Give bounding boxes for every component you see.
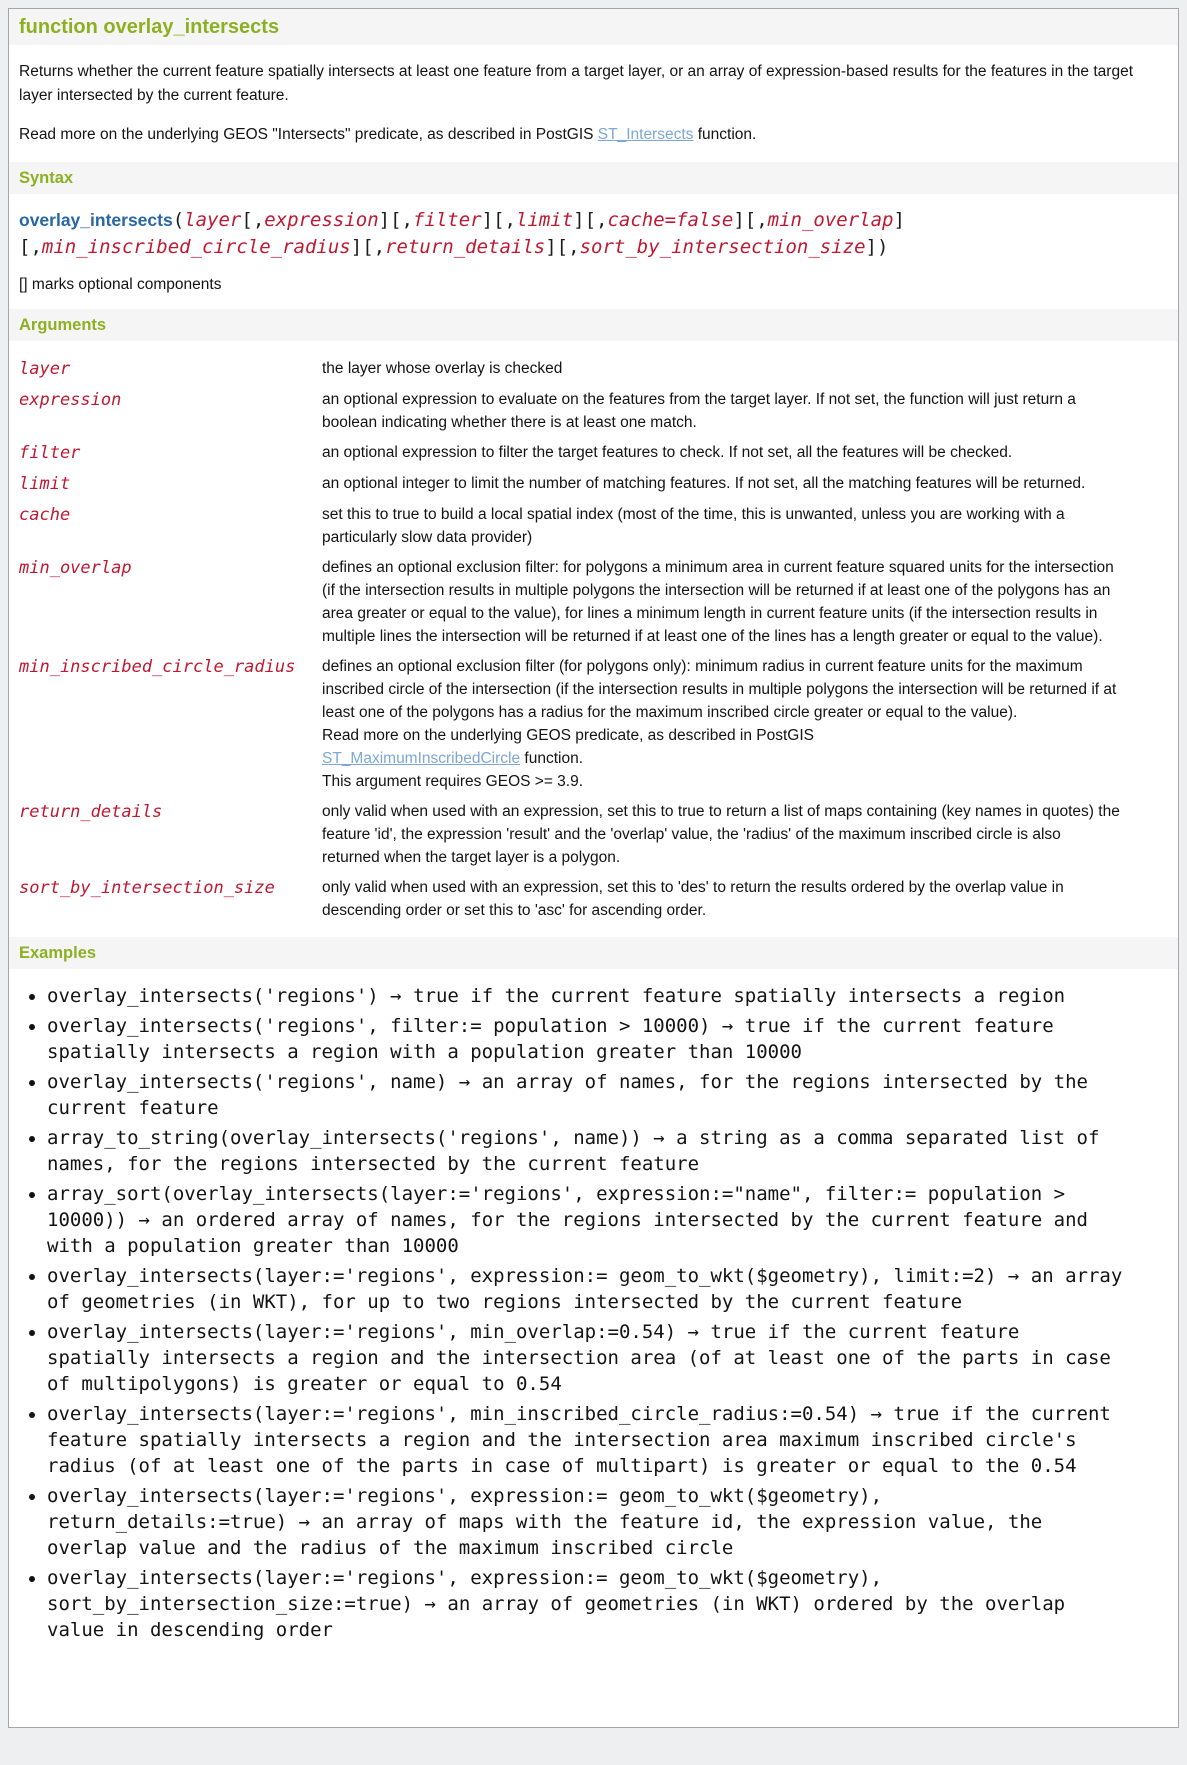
example-code: overlay_intersects(layer:='regions', expression:= geom_to_wkt($geometry), sort_by_intersection_size:=true) [47, 1567, 883, 1615]
argument-name: cache [19, 505, 71, 525]
example-result: a string as a comma separated list of names, for the regions intersected by the current feature [47, 1127, 1100, 1175]
read-more-text: Read more on the underlying GEOS "Intersects" predicate, as described in PostGIS [19, 126, 598, 143]
st-intersects-link[interactable]: ST_Intersects [597, 126, 694, 143]
arrow-icon: → [641, 1127, 677, 1149]
argument-description: defines an optional exclusion filter: for polygons a minimum area in current feature squared units for the intersection (if the intersection results in multiple polygons the intersection will be returned if at least one of the polygons has an area greater or equal to the value), for lines a minimum length in current feature units (if the intersection results in multiple lines the intersection will be returned if at least one of the lines has a length greater or equal to the value). [322, 559, 1114, 645]
arguments-table [19, 357, 1168, 922]
syntax-argument: min_inscribed_circle_radius [41, 236, 351, 258]
arrow-icon: → [378, 985, 414, 1007]
examples-list [9, 983, 1178, 1643]
syntax-punctuation: ] [893, 209, 905, 231]
example-item [47, 1013, 1130, 1065]
example-code: overlay_intersects(layer:='regions', min_inscribed_circle_radius:=0.54) [47, 1403, 860, 1425]
arrow-icon: → [710, 1015, 745, 1037]
syntax-heading: Syntax [9, 162, 1178, 194]
syntax-punctuation: ( [172, 209, 185, 231]
description-paragraph: Returns whether the current feature spatially intersects at least one feature from a target layer, or an array of expression-based results for the features in the target layer intersected by the current feature. [19, 63, 1133, 104]
syntax-punctuation: ][, [378, 209, 413, 231]
examples-heading: Examples [9, 937, 1178, 969]
example-result: true if the current feature spatially intersects a region [413, 985, 1066, 1007]
argument-name: min_overlap [19, 558, 132, 578]
example-result: true if the current feature spatially intersects a region with a population greater than 10000 [47, 1015, 1054, 1063]
arrow-icon: → [996, 1265, 1031, 1287]
example-item [47, 1263, 1130, 1315]
arrow-icon: → [859, 1403, 894, 1425]
example-result: true if the current feature spatially intersects a region and the intersection area (of at least one of the parts in case of multipolygons) is greater or equal to 0.54 [47, 1321, 1111, 1395]
argument-name: min_inscribed_circle_radius [19, 657, 296, 677]
syntax-punctuation: ][, [733, 209, 768, 231]
syntax-punctuation: ]) [865, 236, 889, 258]
argument-name: limit [19, 474, 71, 494]
example-code: overlay_intersects(layer:='regions', min_overlap:=0.54) [47, 1321, 677, 1343]
page-title: function overlay_intersects [9, 9, 1178, 45]
example-result: an array of names, for the regions intersected by the current feature [47, 1071, 1088, 1119]
argument-description: defines an optional exclusion filter (for polygons only): minimum radius in current feature units for the maximum inscribed circle of the intersection (if the intersection results in multiple polygons the intersection will be returned if at least one of the polygons has a radius for the maximum inscribed circle greater or equal to the value). Read more on the underlying GEOS predicate, as described in PostGIS ST_MaximumInscribedCircle function. This argument requires GEOS >= 3.9. [322, 658, 1117, 790]
example-item [47, 1401, 1130, 1479]
example-result: an array of geometries (in WKT), for up to two regions intersected by the current feature [47, 1265, 1123, 1313]
argument-description: an optional integer to limit the number of matching features. If not set, all the matching features will be returned. [322, 475, 1086, 492]
arrow-icon: → [447, 1071, 482, 1093]
syntax-note: [] marks optional components [19, 276, 222, 293]
example-item [47, 983, 1130, 1009]
syntax-argument: return_details [385, 236, 546, 258]
example-item [47, 1181, 1130, 1259]
syntax-code [19, 207, 1168, 261]
example-code: overlay_intersects('regions', filter:= population > 10000) [47, 1015, 711, 1037]
syntax-argument: min_overlap [767, 209, 894, 231]
example-code: overlay_intersects('regions') [47, 985, 379, 1007]
syntax-punctuation: ][, [573, 209, 608, 231]
syntax-punctuation: ][, [545, 236, 580, 258]
argument-name: sort_by_intersection_size [19, 878, 275, 898]
example-code: array_to_string(overlay_intersects('regions', name)) [47, 1127, 642, 1149]
syntax-punctuation: [, [19, 236, 42, 258]
example-result: an array of maps with the feature id, the expression value, the overlap value and the radius of the maximum inscribed circle [47, 1511, 1043, 1559]
example-code: array_sort(overlay_intersects(layer:='regions', expression:="name", filter:= population > 10000)) [47, 1183, 1066, 1231]
example-item [47, 1483, 1130, 1561]
argument-name: filter [19, 443, 81, 463]
arrow-icon: → [413, 1593, 448, 1615]
example-item [47, 1069, 1130, 1121]
syntax-punctuation: [, [241, 209, 265, 231]
read-more-suffix: function. [693, 126, 757, 143]
arrow-icon: → [287, 1511, 322, 1533]
syntax-argument: limit [515, 209, 574, 231]
syntax-argument: expression [264, 209, 379, 231]
example-item [47, 1565, 1130, 1643]
syntax-punctuation: ][, [481, 209, 516, 231]
example-code: overlay_intersects(layer:='regions', expression:= geom_to_wkt($geometry), limit:=2) [47, 1265, 997, 1287]
example-result: true if the current feature spatially intersects a region and the intersection area maximum inscribed circle's radius (of at least one of the parts in case of multipart) is greater or equal to the 0.54 [47, 1403, 1111, 1477]
description-read-more [19, 123, 1144, 147]
syntax-function-name: overlay_intersects [19, 210, 173, 230]
example-result: an ordered array of names, for the regions intersected by the current feature and with a population greater than 10000 [47, 1209, 1088, 1257]
example-code: overlay_intersects(layer:='regions', expression:= geom_to_wkt($geometry), return_details:=true) [47, 1485, 883, 1533]
st-maximuminscribedcircle-link[interactable]: ST_MaximumInscribedCircle [322, 750, 521, 767]
arguments-heading: Arguments [9, 309, 1178, 341]
function-help-panel [8, 8, 1179, 1728]
argument-name: expression [19, 390, 122, 410]
syntax-argument: cache=false [607, 209, 734, 231]
argument-description: only valid when used with an expression, set this to 'des' to return the results ordered by the overlap value in descending order or set this to 'asc' for ascending order. [322, 879, 1064, 919]
argument-description: only valid when used with an expression, set this to true to return a list of maps containing (key names in quotes) the feature 'id', the expression 'result' and the 'overlap' value, the 'radius' of the maximum inscribed circle is also returned when the target layer is a polygon. [322, 803, 1120, 866]
syntax-argument: sort_by_intersection_size [579, 236, 866, 258]
example-item [47, 1319, 1130, 1397]
argument-description: the layer whose overlay is checked [322, 360, 563, 377]
example-item [47, 1125, 1130, 1177]
example-code: overlay_intersects('regions', name) [47, 1071, 448, 1093]
argument-description: an optional expression to filter the target features to check. If not set, all the features will be checked. [322, 444, 1013, 461]
syntax-punctuation: ][, [350, 236, 386, 258]
argument-description: set this to true to build a local spatial index (most of the time, this is unwanted, unless you are working with a particularly slow data provider) [322, 506, 1065, 546]
syntax-argument: filter [412, 209, 482, 231]
argument-name: return_details [19, 802, 163, 822]
arrow-icon: → [676, 1321, 711, 1343]
syntax-argument: layer [184, 209, 242, 231]
arrow-icon: → [127, 1209, 162, 1231]
example-result: an array of geometries (in WKT) ordered by the overlap value in descending order [47, 1593, 1066, 1641]
argument-description: an optional expression to evaluate on the features from the target layer. If not set, the function will just return a boolean indicating whether there is at least one match. [322, 391, 1076, 431]
argument-name: layer [19, 359, 71, 379]
